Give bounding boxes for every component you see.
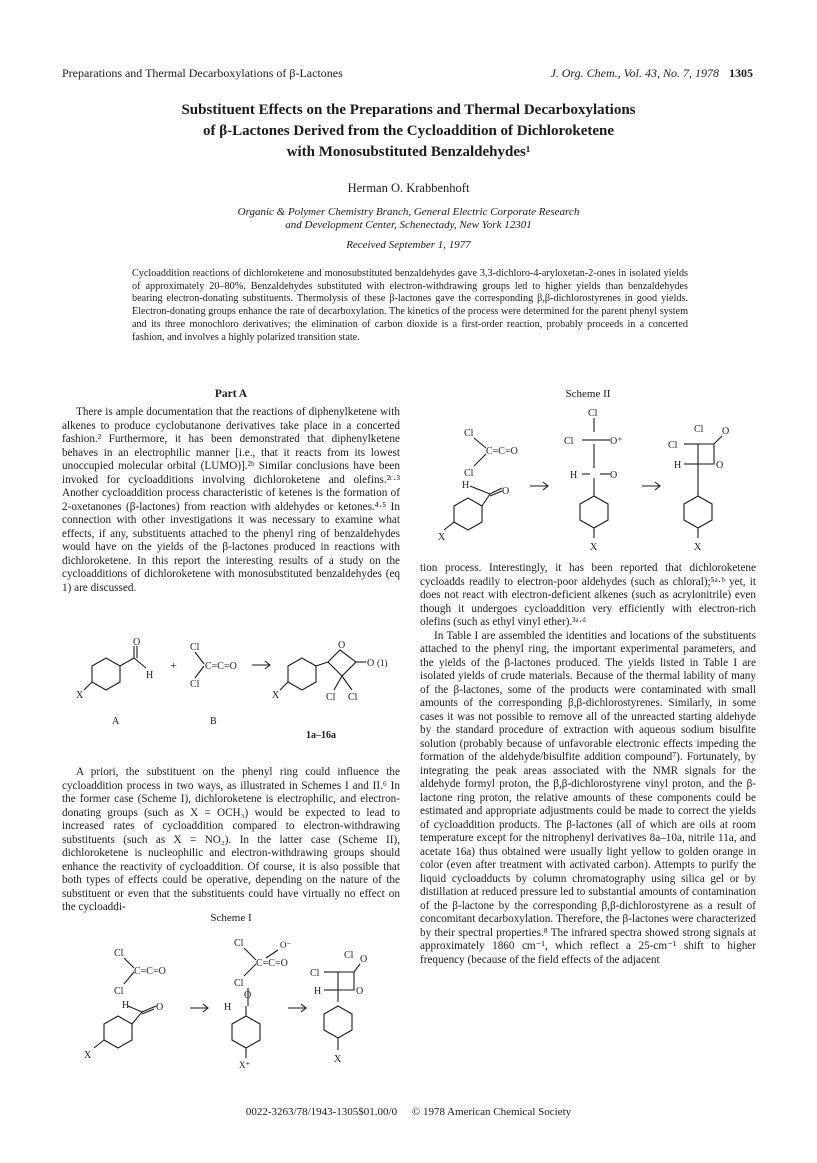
scheme-2-structure: [440, 404, 740, 556]
chem-atom-label: Cl: [310, 968, 320, 979]
right-column-text: [420, 562, 756, 967]
chem-atom-label: Cl: [348, 692, 358, 703]
affiliation: [0, 206, 817, 232]
chem-atom-label: O: [722, 426, 730, 437]
chem-atom-label: O: [502, 486, 510, 497]
chem-atom-label: Cl: [464, 428, 474, 439]
journal-citation: J. Org. Chem., Vol. 43, No. 7, 1978: [550, 66, 719, 80]
chem-atom-label: X: [76, 690, 84, 701]
chem-atom-label: O: [156, 1002, 164, 1013]
chem-atom-label: O: [367, 658, 375, 669]
affiliation-line: and Development Center, Schenectady, New York 12301: [285, 219, 532, 231]
plus-sign: +: [170, 658, 177, 672]
equation-number: (1): [377, 658, 388, 668]
chem-atom-label: H: [314, 986, 322, 997]
received-date: Received September 1, 1977: [346, 239, 471, 251]
chem-atom-label: O: [610, 470, 618, 481]
author-name: Herman O. Krabbenhoft: [347, 181, 470, 195]
chem-atom-label: H: [224, 1002, 232, 1013]
running-header-journal: [550, 66, 753, 81]
chem-atom-label: Cl: [588, 408, 598, 419]
chem-atom-label: Cl: [464, 468, 474, 479]
chem-atom-label: Cl: [114, 948, 124, 959]
page-number: 1305: [729, 66, 753, 80]
scheme-2-label: Scheme II: [565, 388, 611, 400]
chem-atom-label: Cl: [114, 986, 124, 997]
chem-fragment-label: C=C=O: [134, 966, 166, 977]
benzene-ring: [288, 658, 316, 690]
chem-atom-label: X: [438, 532, 446, 543]
chem-atom-label: X: [590, 542, 598, 553]
section-heading: Part A: [214, 388, 248, 400]
benzene-ring: [92, 658, 120, 690]
chem-atom-label: Cl: [344, 950, 354, 961]
chem-fragment-label: C=C=O: [486, 446, 518, 457]
article-title: [100, 100, 717, 163]
chem-atom-label: Cl: [190, 642, 200, 653]
chem-atom-label: Cl: [234, 938, 244, 949]
scheme-1-structure: [84, 928, 384, 1074]
chem-atom-label: Cl: [234, 978, 244, 989]
chem-atom-label: Cl: [326, 692, 336, 703]
chem-atom-label: Cl: [190, 679, 200, 690]
chem-atom-label: H: [122, 1000, 130, 1011]
page-footer: [0, 1106, 817, 1118]
compound-label-product: 1a–16a: [306, 730, 336, 741]
chem-fragment-label: C=C=O: [256, 958, 288, 969]
chem-atom-label: O⁻: [280, 940, 292, 950]
chem-atom-label: H: [462, 480, 470, 491]
chem-atom-label: X: [272, 690, 280, 701]
chem-atom-label: X⁺: [239, 1060, 251, 1070]
paragraph: tion process. Interestingly, it has been reported that dichloroketene cycloadds readily to electron-poor aldehydes (such as chloral);⁵ᵃ·ᵇ yet, it does not react with electron-deficient alkenes (such as acrylonitrile) even though it undergoes cycloaddition very efficiently with electron-rich olefins (such as ethyl vinyl ether).³ᵃ·ᵈ: [420, 562, 756, 628]
chem-atom-label: O: [244, 990, 252, 1001]
article-code: 0022-3263/78/1943-1305$01.00/0: [245, 1106, 398, 1118]
chem-atom-label: O: [716, 460, 724, 471]
chem-atom-label: O: [360, 954, 368, 965]
chem-atom-label: X: [334, 1054, 342, 1065]
chem-atom-label: O: [338, 640, 346, 651]
affiliation-line: Organic & Polymer Chemistry Branch, General Electric Corporate Research: [237, 206, 580, 218]
paragraph: There is ample documentation that the reactions of diphenylketene with alkenes to produce cyclobutanone derivatives take place in a concerted fashion.² Furthermore, it has been demonstrated that diphenylketene behaves in an electrophilic manner [i.e., that it reacts from its lowest unoccupied molecular orbital (LUMO)].²ᵇ Similar conclusions have been invoked for cycloadditions involving dichloroketene and olefins.²ᶜ·³ Another cycloaddition process characteristic of ketenes is the formation of 2-oxetanones (β-lactones) from reaction with aldehydes or ketones.⁴·⁵ In connection with other investigations it was necessary to examine what effects, if any, substituents attached to the phenyl ring of benzaldehydes would have on the yields of the β-lactones produced in reactions with dichloroketene. In this report the interesting results of a study on the cycloadditions of dichloroketene with monosubstituted benzaldehydes (eq 1) are discussed.: [62, 406, 400, 594]
chem-atom-label: Cl: [694, 424, 704, 435]
equation-1-structure: [62, 638, 402, 746]
chem-atom-label: H: [674, 460, 682, 471]
compound-label-a: A: [112, 716, 120, 727]
abstract: Cycloaddition reactions of dichloroketene and monosubstituted benzaldehydes gave 3,3-dichloro-4-aryloxetan-2-ones in isolated yields of approximately 20–80%. Benzaldehydes substituted with electron-withdrawing groups led to higher yields than benzaldehydes bearing electron-donating substituents. Thermolysis of these β-lactones gave the corresponding β,β-dichlorostyrenes in good yields. Electron-donating groups enhance the rate of decarboxylation. The kinetics of the process were determined for the parent phenyl system and its three monochloro derivatives; the elimination of carbon dioxide is a first-order reaction, probably proceeds in a concerted fashion, and involves a highly polarized transition state.: [132, 268, 688, 343]
compound-label-b: B: [210, 716, 217, 727]
chem-atom-label: X: [694, 542, 702, 553]
chem-atom-label: H: [570, 470, 578, 481]
chem-atom-label: O: [356, 986, 364, 997]
copyright-notice: © 1978 American Chemical Society: [411, 1106, 572, 1118]
left-paragraph-2: [62, 766, 400, 915]
chem-atom-label: O⁺: [610, 436, 623, 447]
paragraph: A priori, the substituent on the phenyl ring could influence the cycloaddition process in two ways, as illustrated in Schemes I and II.⁶ In the former case (Scheme I), dichloroketene is electrophilic, and electron-donating groups (such as X = OCH₃) would be expected to lead to increased rates of cycloaddition compared to electron-withdrawing substituents (such as X = NO₂). In the latter case (Scheme II), dichloroketene is nucleophilic and electron-withdrawing groups should enhance the reactivity of cycloaddition. Of course, it is also possible that both types of effects could be operative, depending on the nature of the substituent or even that the substituents could have virtually no effect on the cycloaddi-: [62, 766, 400, 913]
chem-atom-label: X: [84, 1050, 92, 1061]
title-line: Substituent Effects on the Preparations and Thermal Decarboxylations: [181, 102, 636, 118]
title-line: with Monosubstituted Benzaldehydes¹: [286, 144, 531, 160]
scheme-1-label: Scheme I: [210, 912, 252, 924]
chem-atom-label: H: [146, 670, 154, 681]
chem-fragment-label: C=C=O: [205, 661, 237, 672]
title-line: of β-Lactones Derived from the Cycloaddition of Dichloroketene: [202, 123, 615, 139]
chem-atom-label: Cl: [668, 440, 678, 451]
chem-atom-label: O: [133, 637, 141, 648]
chem-atom-label: Cl: [564, 436, 574, 447]
paragraph: In Table I are assembled the identities and locations of the substituents attached to the phenyl ring, the important experimental parameters, and the yields of the β-lactones produced. The yields listed in Table I are isolated yields of crude materials. Because of the thermal lability of many of the β-lactones, some of the products were contaminated with small amounts of the corresponding β,β-dichlorostyrenes. Similarly, in some cases it was not possible to remove all of the unreacted starting aldehyde by the standard procedure of extraction with aqueous sodium bisulfite solution (probably because of unfavorable electronic effects impeding the formation of the aldehyde/bisulfite addition compound⁷). Fortunately, by integrating the peak areas associated with the NMR signals for the aldehyde formyl proton, the β,β-dichlorostyrene vinyl proton, and the β-lactone ring proton, the relative amounts of these components could be estimated and appropriate adjustments could be made to correct the yields of cycloaddition products. The β-lactones (all of which are oils at room temperature except for the nitrophenyl derivatives 8a–10a, nitrile 11a, and acetate 16a) thus obtained were usually light yellow to golden orange in color (even after treatment with activated carbon). Attempts to purify the liquid cycloadducts by column chromatography using silica gel or by distillation at reduced pressure led to substantial amounts of contamination of the β-lactone by the corresponding β,β-dichlorostyrene as a result of concomitant decarboxylation. Therefore, the β-lactones were characterized by their spectral properties.⁸ The infrared spectra showed strong signals at approximately 1860 cm⁻¹, which reflect a 25-cm⁻¹ shift to higher frequency (because of the field effects of the adjacent: [420, 629, 756, 966]
running-header-title: Preparations and Thermal Decarboxylations of β-Lactones: [62, 66, 343, 80]
left-paragraph-1: [62, 406, 400, 595]
